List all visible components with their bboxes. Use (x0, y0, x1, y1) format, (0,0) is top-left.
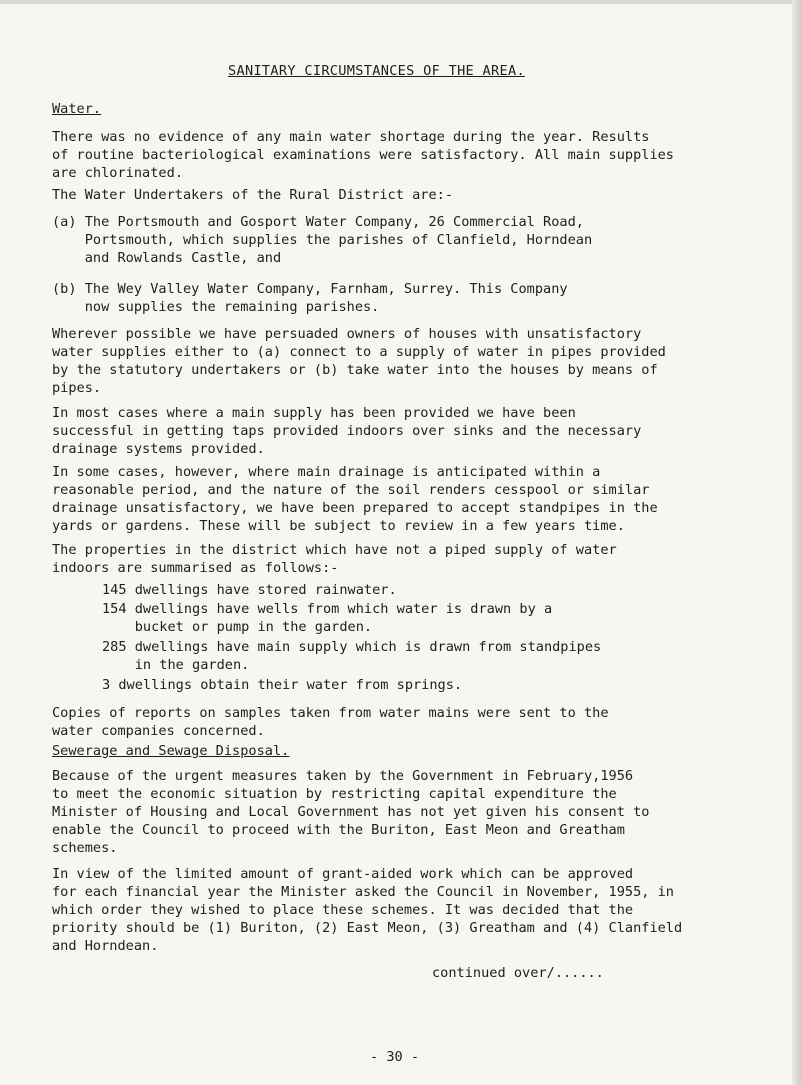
copies-paragraph: Copies of reports on samples taken from water mains were sent to the water companies concerned. (52, 705, 609, 739)
because-paragraph: Because of the urgent measures taken by the Government in February,1956 to meet the economic situation by restricting capital expenditure the Minister of Housing and Local Government has not yet given his consent to enable the Council to proceed with the Buriton, East Meon and Greatham schemes. (52, 768, 650, 856)
some-cases-paragraph: In some cases, however, where main drainage is anticipated within a reasonable period, and the nature of the soil renders cesspool or similar drainage unsatisfactory, we have been prepared to accept standpipes in the yards or gardens. These will be subject to review in a few years time. (52, 464, 658, 534)
main-supply-paragraph: In most cases where a main supply has been provided we have been successful in getting taps provided indoors over sinks and the necessary drainage systems provided. (52, 405, 642, 457)
undertaker-b: (b) The Wey Valley Water Company, Farnham, Surrey. This Company now supplies the remaining parishes. (52, 281, 568, 315)
page-right-edge (792, 0, 801, 1085)
properties-paragraph: The properties in the district which have not a piped supply of water indoors are summarised as follows:- (52, 542, 617, 576)
sewerage-heading: Sewerage and Sewage Disposal. (52, 743, 290, 759)
water-intro-paragraph: There was no evidence of any main water shortage during the year. Results of routine bacteriological examinations were satisfactory. All main supplies are chlorinated. (52, 129, 674, 181)
continued-note: continued over/...... (432, 965, 604, 981)
persuaded-paragraph: Wherever possible we have persuaded owners of houses with unsatisfactory water supplies either to (a) connect to a supply of water in pipes provided by the statutory undertakers or (b) take water into the houses by means of pipes. (52, 326, 666, 396)
view-paragraph: In view of the limited amount of grant-aided work which can be approved for each financial year the Minister asked the Council in November, 1955, in which order they wished to place these schemes. It was decided that the priority should be (1) Buriton, (2) East Meon, (3) Greatham and (4) Clanfield and Horndean. (52, 866, 683, 954)
undertakers-intro: The Water Undertakers of the Rural District are:- (52, 187, 454, 203)
page-top-edge (0, 0, 801, 4)
page-number: - 30 - (370, 1049, 420, 1065)
list-item: 3 dwellings obtain their water from springs. (102, 677, 463, 693)
list-item: 154 dwellings have wells from which water is drawn by a bucket or pump in the garden. (102, 601, 553, 635)
list-item: 145 dwellings have stored rainwater. (102, 582, 397, 598)
list-item: 285 dwellings have main supply which is drawn from standpipes in the garden. (102, 639, 602, 673)
undertaker-a: (a) The Portsmouth and Gosport Water Company, 26 Commercial Road, Portsmouth, which supplies the parishes of Clanfield, Horndean and Rowlands Castle, and (52, 214, 593, 266)
water-heading: Water. (52, 101, 102, 117)
page-title: SANITARY CIRCUMSTANCES OF THE AREA. (228, 63, 525, 79)
